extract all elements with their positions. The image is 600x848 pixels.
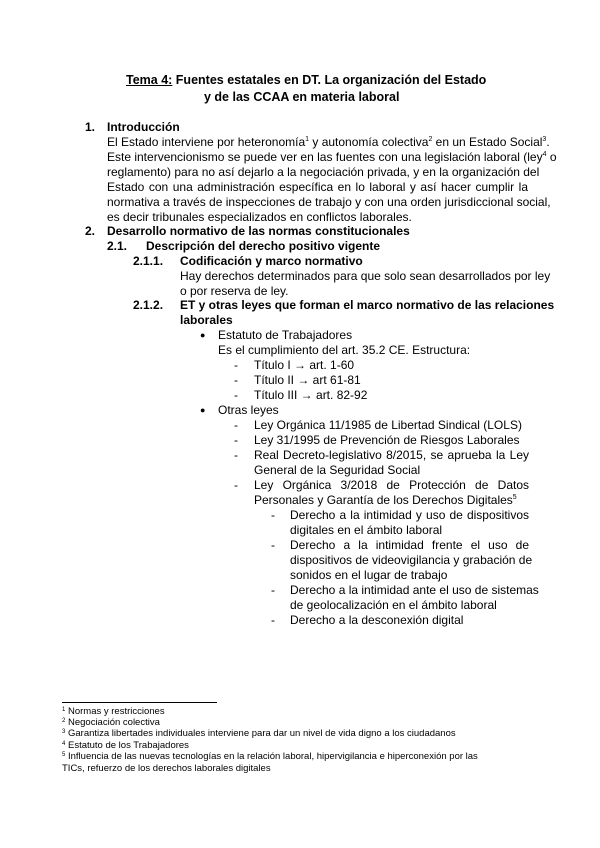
subsection-2-1-1-heading: Codificación y marco normativo bbox=[180, 254, 363, 268]
page-title-line2: y de las CCAA en materia laboral bbox=[204, 90, 400, 104]
title-prefix: Tema 4: bbox=[126, 73, 173, 87]
dash-icon: - bbox=[234, 433, 238, 447]
right-item: de geolocalización en el ámbito laboral bbox=[290, 598, 497, 612]
footnote: $^1$ Normas y restricciones bbox=[62, 706, 165, 717]
section1-paragraph-line: normativa a través de inspecciones de trabajo y con una orden jurisdiccional social, bbox=[107, 195, 551, 209]
section1-number: 1. bbox=[85, 120, 96, 134]
subsection-2-1-2-heading: ET y otras leyes que forman el marco normativo de las relaciones bbox=[180, 298, 555, 312]
bullet-icon: ● bbox=[200, 330, 206, 340]
subsection-2-1-heading: Descripción del derecho positivo vigente bbox=[146, 239, 381, 253]
dash-icon: - bbox=[271, 508, 275, 522]
subsection-2-1-2-number: 2.1.2. bbox=[133, 298, 164, 312]
section1-paragraph-line: Este intervencionismo se puede ver en las fuentes con una legislación laboral (ley$^4$ o bbox=[107, 150, 557, 164]
section1-paragraph-line: Estado con una administración específica en lo laboral y así hacer cumplir la bbox=[107, 180, 528, 194]
law-item: General de la Seguridad Social bbox=[254, 463, 421, 477]
footnote: $^5$ Influencia de las nuevas tecnologías en la relación laboral, hipervigilancia e hiperconexión por las bbox=[62, 751, 478, 762]
section2-heading: Desarrollo normativo de las normas constitucionales bbox=[107, 224, 410, 238]
dash-icon: - bbox=[271, 538, 275, 552]
title-line1: Fuentes estatales en DT. La organización del Estado bbox=[172, 73, 487, 87]
right-item: Derecho a la intimidad frente el uso de bbox=[290, 538, 529, 552]
section1-paragraph-line: es decir tribunales especializados en conflictos laborales. bbox=[107, 210, 412, 224]
subsection-2-1-number: 2.1. bbox=[107, 239, 128, 253]
dash-icon: - bbox=[234, 418, 238, 432]
bullet-label: Estatuto de Trabajadores bbox=[218, 328, 353, 342]
right-item: sonidos en el lugar de trabajo bbox=[290, 568, 448, 582]
footnote-continuation: TICs, refuerzo de los derechos laborales digitales bbox=[62, 763, 271, 774]
list-item: Título I → art. 1-60 bbox=[254, 358, 355, 372]
dash-icon: - bbox=[271, 583, 275, 597]
page-title bbox=[126, 72, 486, 89]
subsection-2-1-1-text: o por reserva de ley. bbox=[180, 284, 289, 298]
subsection-2-1-2-heading: laborales bbox=[180, 313, 233, 327]
subsection-2-1-1-number: 2.1.1. bbox=[133, 254, 164, 268]
list-item: Título III → art. 82-92 bbox=[254, 388, 368, 402]
footnote: $^4$ Estatuto de los Trabajadores bbox=[62, 740, 189, 751]
dash-icon: - bbox=[234, 388, 238, 402]
right-item: Derecho a la intimidad y uso de dispositivos bbox=[290, 508, 529, 522]
dash-icon: - bbox=[271, 613, 275, 627]
law-item: Ley 31/1995 de Prevención de Riesgos Laborales bbox=[254, 433, 520, 447]
law-item: Ley Orgánica 3/2018 de Protección de Datos bbox=[254, 478, 529, 492]
section2-number: 2. bbox=[85, 224, 96, 238]
bullet-text: Es el cumplimiento del art. 35.2 CE. Estructura: bbox=[218, 343, 471, 357]
right-item: Derecho a la intimidad ante el uso de sistemas bbox=[290, 583, 539, 597]
dash-icon: - bbox=[234, 373, 238, 387]
bullet-icon: ● bbox=[200, 405, 206, 415]
dash-icon: - bbox=[234, 448, 238, 462]
law-item: Ley Orgánica 11/1985 de Libertad Sindical (LOLS) bbox=[254, 418, 522, 432]
footnote: $^3$ Garantiza libertades individuales interviene para dar un nivel de vida digno a los ciudadanos bbox=[62, 728, 456, 739]
section1-paragraph-line: El Estado interviene por heteronomía$^1$ y autonomía colectiva$^2$ en un Estado Social$^3$. bbox=[107, 135, 550, 149]
subsection-2-1-1-text: Hay derechos determinados para que solo sean desarrollados por ley bbox=[180, 269, 551, 283]
law-item: Personales y Garantía de los Derechos Digitales$^5$ bbox=[254, 493, 517, 507]
dash-icon: - bbox=[234, 478, 238, 492]
right-item: dispositivos de videovigilancia y grabación de bbox=[290, 553, 533, 567]
dash-icon: - bbox=[234, 358, 238, 372]
section1-heading: Introducción bbox=[107, 120, 180, 134]
bullet-label: Otras leyes bbox=[218, 403, 279, 417]
right-item: Derecho a la desconexión digital bbox=[290, 613, 464, 627]
law-item: Real Decreto-legislativo 8/2015, se aprueba la Ley bbox=[254, 448, 529, 462]
footnote: $^2$ Negociación colectiva bbox=[62, 717, 160, 728]
list-item: Título II → art 61-81 bbox=[254, 373, 361, 387]
footnote-separator bbox=[62, 702, 217, 703]
section1-paragraph-line: reglamento) para no así dejarlo a la negociación privada, y en la organización del bbox=[107, 165, 540, 179]
right-item: digitales en el ámbito laboral bbox=[290, 523, 443, 537]
